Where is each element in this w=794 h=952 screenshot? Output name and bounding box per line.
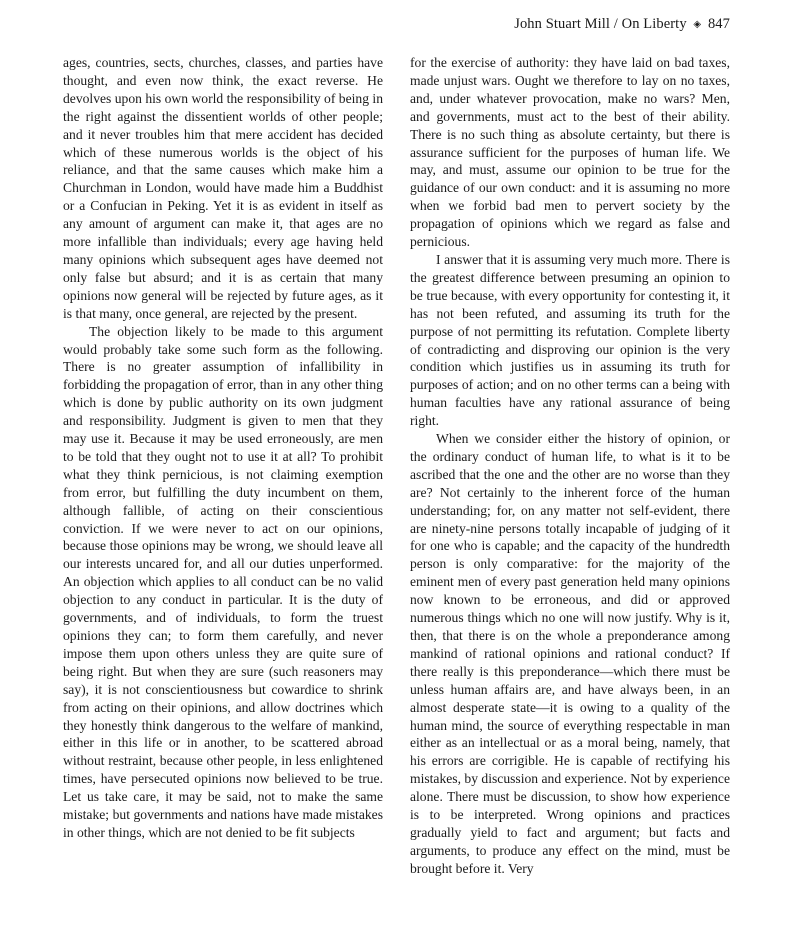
paragraph: I answer that it is assuming very much more. There is the greatest difference between presuming an opinion to be true because, with every opportunity for contesting it, it has not been refuted, and assuming its truth for the purpose of not permitting its refutation. Complete liberty of contradicting and disproving our opinion is the very condition which justifies us in assuming its truth for purposes of action; and on no other terms can a being with human faculties have any rational assurance of being right.	[410, 251, 730, 429]
paragraph: When we consider either the history of opinion, or the ordinary conduct of human life, to what is it to be ascribed that the one and the other are no worse than they are? Not certainly to the inherent force of the human understanding; for, on any matter not self-evident, there are ninety-nine persons totally incapable of judging of it for one who is capable; and the capacity of the hundredth person is only comparative: for the majority of the eminent men of every past generation held many opinions now known to be erroneous, and did or approved numerous things which no one will now justify. Why is it, then, that there is on the whole a preponderance among mankind of rational opinions and rational conduct? If there really is this preponderance—which there must be unless human affairs are, and have always been, in an almost desperate state—it is owing to a quality of the human mind, the source of everything respectable in man either as an intellectual or as a moral being, namely, that his errors are corrigible. He is capable of rectifying his mistakes, by discussion and experience. Not by experience alone. There must be discussion, to show how experience is to be interpreted. Wrong opinions and practices gradually yield to fact and argument; but facts and arguments, to produce any effect on the mind, must be brought before it. Very	[410, 431, 730, 876]
paragraph: ages, countries, sects, churches, classes, and parties have thought, and even now think, the exact reverse. He devolves upon his own world the responsibility of being in the right against the dissentient worlds of other people; and it never troubles him that mere accident has decided which of these numerous worlds is the object of his reliance, and that the same causes which make him a Churchman in London, would have made him a Buddhist or a Confucian in Peking. Yet it is as evident in itself as any amount of argument can make it, that ages are no more infallible than individuals; every age having held many opinions which subsequent ages have deemed not only false but absurd; and it is as certain that many opinions now general will be rejected by future ages, as it is that many, once general, are rejected by the present.	[63, 55, 383, 321]
paragraph: The objection likely to be made to this argument would probably take some such form as the following. There is no greater assumption of infallibility in forbidding the propagation of error, than in any other thing which is done by public authority on its own judgment and responsibility. Judgment is given to men that they may use it. Because it may be used erroneously, are men to be told that they ought not to use it at all? To prohibit what they think pernicious, is not claiming exemption from error, but fulfilling the duty incumbent on them, although fallible, of acting on their conscientious conviction. If we were never to act on our opinions, because those opinions may be wrong, we should leave all our interests uncared for, and all our duties unperformed. An objection which applies to all conduct can be no valid objection to any conduct in particular. It is the duty of governments, and of individuals, to form the truest opinions they can; to form them carefully, and never impose them upon others unless they are quite sure of being right. But when they are sure (such reasoners may say), it is not conscientiousness but cowardice to shrink from acting on their opinions, and allow doctrines which they honestly think dangerous to the welfare of mankind, either in this life or in another, to be scattered abroad without restraint, because other people, in less enlightened times, have persecuted opinions now believed to be true. Let us take care, it may be said, not to make the same mistake; but governments and nations have made mistakes in other things, which are not denied to be fit subjects	[63, 323, 383, 840]
running-header	[514, 16, 730, 33]
separator-ornament: ◈	[693, 19, 702, 30]
page-number: 847	[707, 16, 730, 32]
right-column	[410, 54, 730, 878]
paragraph: for the exercise of authority: they have laid on bad taxes, made unjust wars. Ought we therefore to lay on no taxes, and, under whatever provocation, make no wars? Men, and governments, must act to the best of their ability. There is no such thing as absolute certainty, but there is assurance sufficient for the purposes of human life. We may, and must, assume our opinion to be true for the guidance of our own conduct: and it is assuming no more when we forbid bad men to pervert society by the propagation of opinions which we regard as false and pernicious.	[410, 55, 730, 250]
left-column	[63, 54, 383, 842]
running-title: John Stuart Mill / On Liberty	[514, 16, 687, 32]
